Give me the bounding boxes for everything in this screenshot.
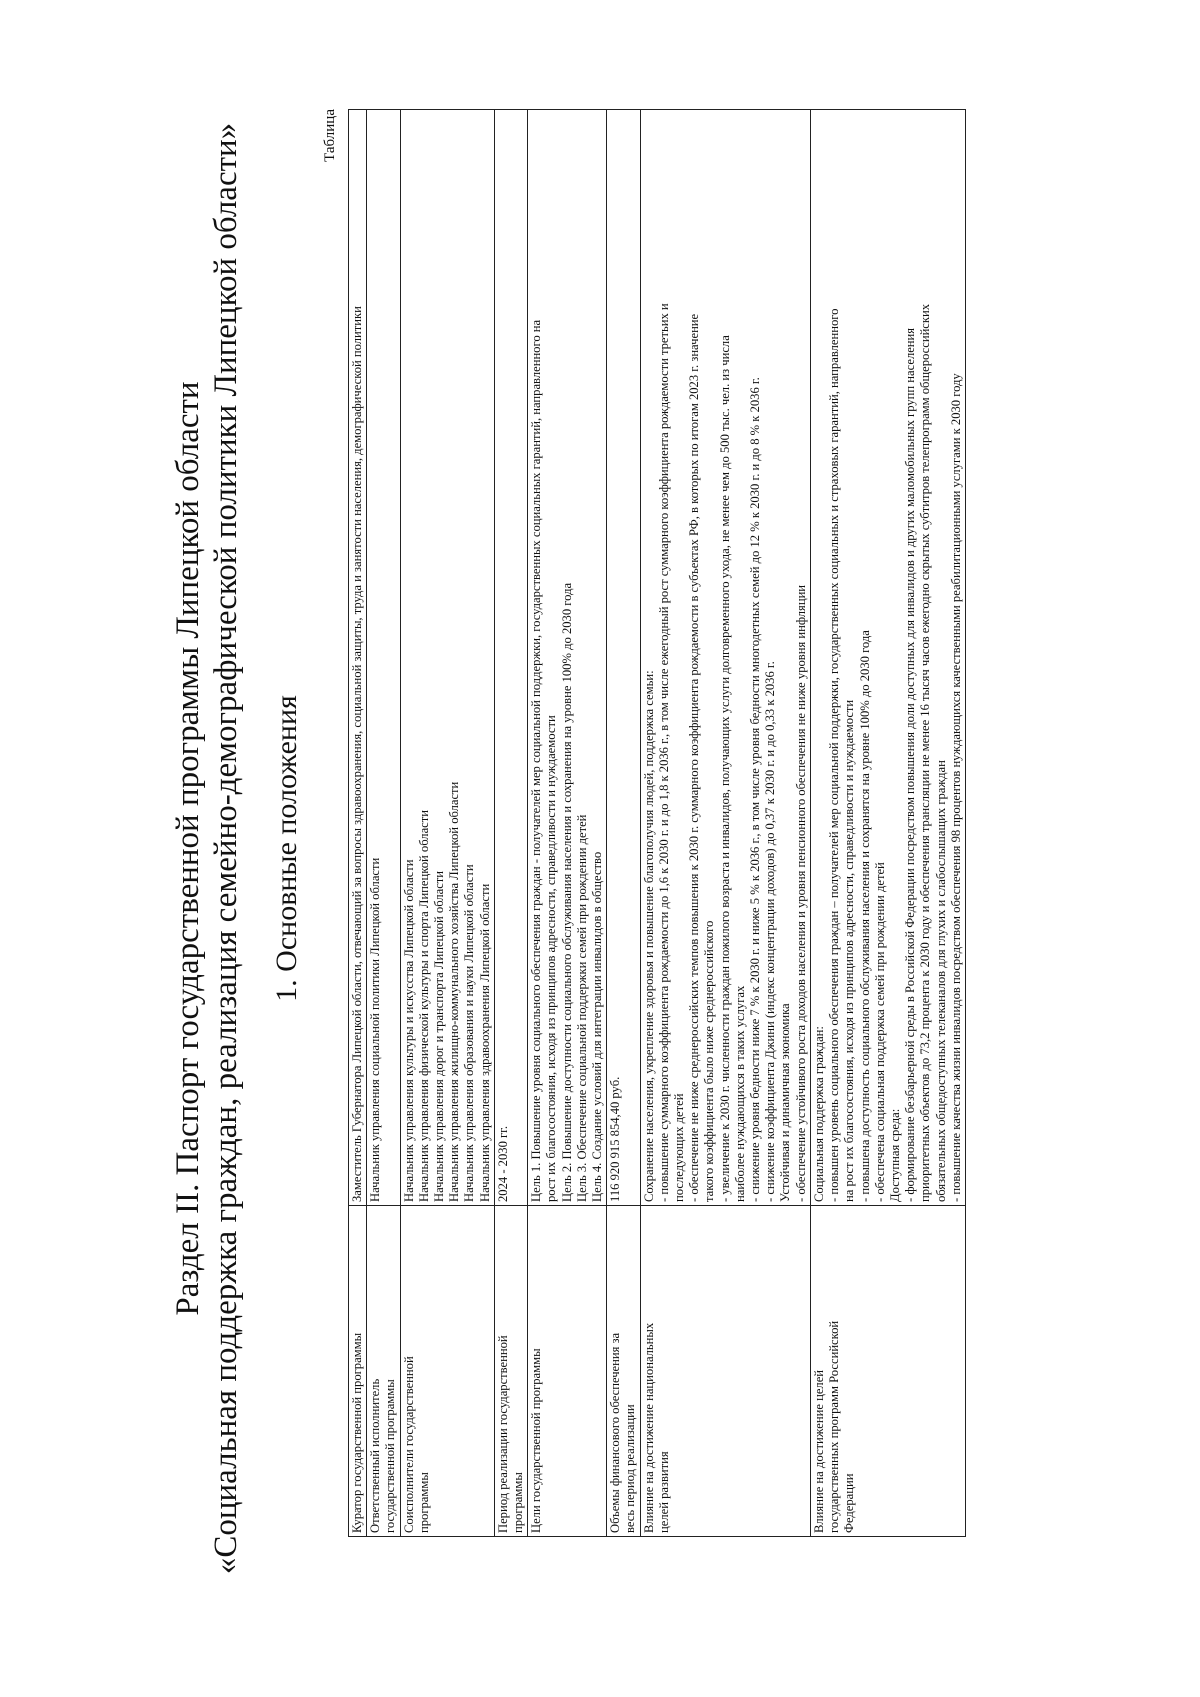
row-value-cell [607, 110, 640, 1206]
row-label-cell [810, 1206, 965, 1537]
row-value-cell [494, 110, 527, 1206]
row-value-cell [400, 110, 494, 1206]
row-value-line: - снижение уровня бедности ниже 7 % к 2030 г. и ниже 5 % к 2036 г., в том числе уровня бедности многодетных семей до 12 % к 2030 г. и до 8 % к 2036 г. [748, 377, 763, 1202]
row-value-cell [640, 110, 810, 1206]
table-row [494, 110, 527, 1537]
row-value-line: - повышение качества жизни инвалидов посредством обеспечения 98 процентов нуждающихся качественными реабилитационными услугами к 2030 году [948, 373, 963, 1202]
row-value-line: Цель 1. Повышение уровня социального обеспечения граждан - получателей мер социальной поддержки, государственных социальных гарантий, направленного на [529, 319, 544, 1202]
row-value-line: - увеличение к 2030 г. численности граждан пожилого возраста и инвалидов, получающих услуги долговременного ухода, не менее чем до 500 тыс. чел. из числа [717, 335, 732, 1202]
table-label: Таблица [322, 109, 338, 162]
row-label-cell [528, 1206, 607, 1537]
row-label-line: Куратор государственной программы [350, 1332, 364, 1533]
row-label-line: Соисполнители государственной [401, 1356, 416, 1533]
row-value-line: Устойчивая и динамичная экономика [778, 1003, 793, 1202]
row-value-cell [810, 110, 965, 1206]
row-value-line: Начальник управления дорог и транспорта Липецкой области [432, 870, 447, 1202]
row-value-line: 116 920 915 854,40 руб. [608, 1076, 623, 1202]
row-value-line: наиболее нуждающихся в таких услугах [732, 985, 747, 1202]
row-value-cell [349, 110, 367, 1206]
row-label-line: Объемы финансового обеспечения за [608, 1332, 623, 1533]
row-value-line: Начальник управления жилищно-коммунального хозяйства Липецкой области [447, 781, 462, 1202]
row-value-line: Цель 4. Создание условий для интеграции инвалидов в общество [590, 851, 605, 1202]
row-value-line: - повышение суммарного коэффициента рождаемости до 1,6 к 2030 г. и до 1,8 к 2036 г., в том числе ежегодный рост суммарного коэффициента рождаемости третьих и [656, 303, 671, 1202]
row-label-cell [400, 1206, 494, 1537]
subsection-title: 1. Основные положения [270, 695, 303, 1002]
row-value-line: приоритетных объектов до 73,2 процента к 2030 году и обеспечения трансляции не менее 16 тысяч часов ежегодно скрытых субтитров телепрограмм общероссийских [918, 303, 933, 1202]
table-row [349, 110, 367, 1537]
row-label-line: Цели государственной программы [529, 1348, 544, 1533]
row-value-line: Начальник управления культуры и искусства Липецкой области [401, 859, 416, 1202]
row-label-cell [607, 1206, 640, 1537]
row-label-line: Влияние на достижение национальных [641, 1322, 656, 1533]
row-value-line: - снижение коэффициента Джини (индекс концентрации доходов) до 0,37 к 2030 г. и до 0,33 к 2036 г. [763, 661, 778, 1202]
program-title: «Социальная поддержка граждан, реализация семейно-демографической политики Липецкой области» [208, 122, 244, 1575]
row-value-line: Начальник управления социальной политики Липецкой области [368, 857, 383, 1202]
row-value-line: Сохранение населения, укрепление здоровья и повышение благополучия людей, поддержка семьи: [641, 670, 656, 1202]
row-value-line: рост их благосостояния, исходя из принципов адресности, справедливости и нуждаемости [544, 715, 559, 1202]
passport-table [348, 109, 966, 1537]
section-title: Раздел II. Паспорт государственной программы Липецкой области [170, 381, 206, 1316]
row-label-line: Ответственный исполнитель [368, 1378, 383, 1533]
table-row [810, 110, 965, 1537]
row-value-line: - повышена доступность социального обслуживания населения и сохранятся на уровне 100% до 2030 года [857, 630, 872, 1202]
passport-table-body [349, 110, 966, 1537]
row-value-cell [528, 110, 607, 1206]
row-value-line: - обеспечение устойчивого роста доходов населения и уровня пенсионного обеспечения не ниже уровня инфляции [793, 584, 808, 1202]
row-value-line: обязательных общедоступных телеканалов для глухих и слабослышащих граждан [933, 760, 948, 1202]
row-label-line: государственной программы [383, 1379, 398, 1533]
table-row [367, 110, 400, 1537]
table-row [528, 110, 607, 1537]
row-value-cell [367, 110, 400, 1206]
row-value-line: на рост их благосостояния, исходя из принципов адресности, справедливости и нуждаемости [842, 699, 857, 1202]
row-value-line: Начальник управления физической культуры и спорта Липецкой области [416, 809, 431, 1202]
row-label-line: государственных программ Российской [827, 1320, 842, 1533]
row-label-line: целей развития [656, 1451, 671, 1533]
row-value-line: Социальная поддержка граждан: [811, 1026, 826, 1202]
row-label-line: программы [416, 1472, 431, 1533]
table-row [640, 110, 810, 1537]
row-label-cell [640, 1206, 810, 1537]
row-label-line: Федерации [842, 1473, 857, 1533]
table-row [607, 110, 640, 1537]
row-value-line: - формирование безбарьерной среды в Российской Федерации посредством повышения доли доступных для инвалидов и других маломобильных групп населения [903, 327, 918, 1202]
row-label-line: программы [511, 1472, 526, 1533]
row-value-line: Доступная среда: [887, 1108, 902, 1202]
row-label-line: Влияние на достижение целей [811, 1369, 826, 1533]
row-value-line: последующих детей [672, 1093, 687, 1202]
row-value-line: Заместитель Губернатора Липецкой области, отвечающий за вопросы здравоохранения, социальной защиты, труда и занятости населения, демографической политики [350, 306, 364, 1202]
row-value-line: - обеспечение не ниже среднероссийских темпов повышения к 2030 г. суммарного коэффициента рождаемости в субъектах РФ, в которых по итогам 2023 г. значение [687, 313, 702, 1202]
row-label-line: Период реализации государственной [495, 1335, 510, 1533]
row-value-line: такого коэффициента было ниже среднероссийского [702, 920, 717, 1202]
row-label-line: весь период реализации [623, 1404, 638, 1533]
row-value-line: Начальник управления образования и науки Липецкой области [462, 864, 477, 1202]
row-value-line: 2024 - 2030 гг. [495, 1125, 510, 1202]
row-label-cell [367, 1206, 400, 1537]
row-value-line: - обеспечена социальная поддержка семей при рождении детей [872, 862, 887, 1202]
row-label-cell [349, 1206, 367, 1537]
row-value-line: Начальник управления здравоохранения Липецкой области [477, 883, 492, 1202]
row-label-cell [494, 1206, 527, 1537]
row-value-line: Цель 2. Повышение доступности социального обслуживания населения и сохранения на уровне 100% до 2030 года [559, 582, 574, 1202]
row-value-line: Цель 3. Обеспечение социальной поддержки семей при рождении детей [574, 814, 589, 1202]
table-row [400, 110, 494, 1537]
row-value-line: - повышен уровень социального обеспечения граждан – получателей мер социальной поддержки, государственных социальных и страховых гарантий, направленного [827, 308, 842, 1202]
